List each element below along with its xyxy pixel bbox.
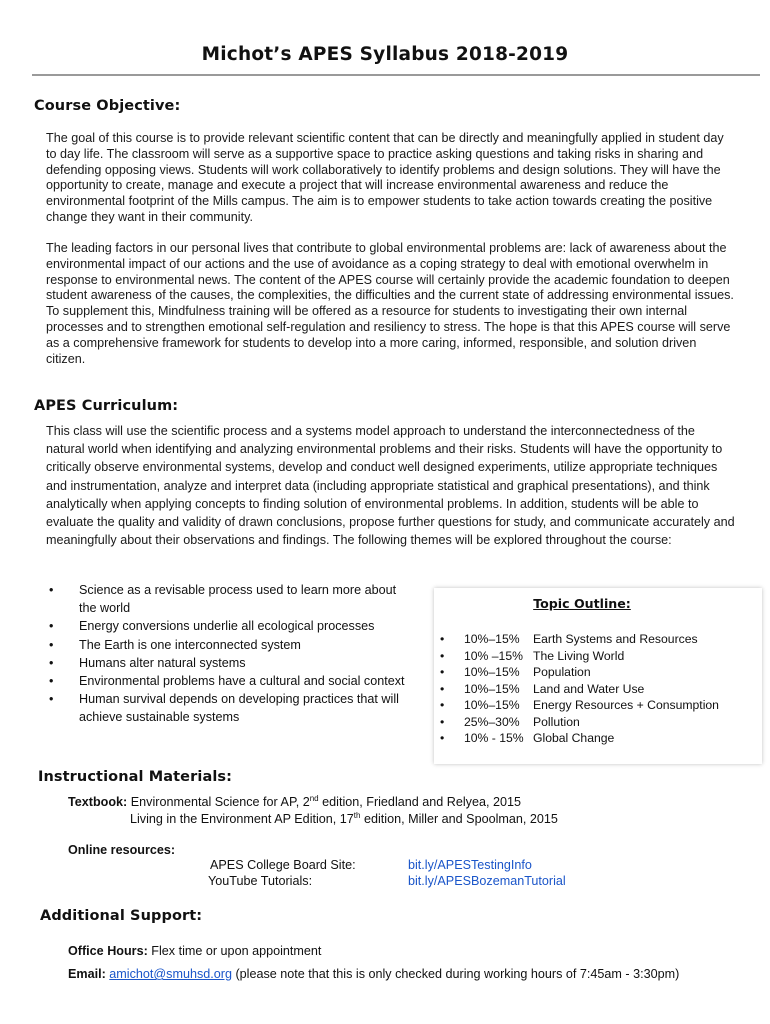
theme-item: • The Earth is one interconnected system — [49, 636, 417, 654]
office-hours-text: Flex time or upon appointment — [147, 944, 322, 958]
online-resources-label: Online resources: — [68, 843, 176, 857]
topic-name: Pollution — [533, 715, 580, 729]
topic-percent: 25%–30% — [464, 715, 520, 729]
email-line — [68, 967, 679, 981]
course-objective-heading: Course Objective: — [34, 98, 181, 114]
materials-heading: Instructional Materials: — [38, 769, 233, 785]
topic-name: Earth Systems and Resources — [533, 632, 698, 646]
curriculum-paragraph: This class will use the scientific process and a systems model approach to understand the interconnectedness of the natural world when identifying and analyzing environmental problems and their risks. Students will have the opportunity to critically observe environmental systems, develop and conduct well designed experiments, utilize appropriate techniques and instrumentation, analyze and interpret data (including appropriate statistical and graphical presentations), and think analytically when applying concepts to finding solution of environmental problems. In addition, students will be able to evaluate the quality and validity of drawn conclusions, propose further questions for study, and communicate accurately and meaningfully about their observations and findings. The following themes will be explored throughout the course: — [46, 424, 735, 548]
book-2-rest: edition, Miller and Spoolman, 2015 — [360, 812, 558, 826]
book-1-title: Environmental Science for AP, 2 — [130, 795, 310, 809]
page-title: Michot’s APES Syllabus 2018-2019 — [201, 44, 569, 65]
book-1-rest: edition, Friedland and Relyea, 2015 — [318, 795, 521, 809]
curriculum-heading: APES Curriculum: — [34, 398, 179, 414]
support-heading: Additional Support: — [40, 908, 203, 924]
textbook-label: Textbook: — [68, 795, 128, 809]
objective-paragraph-1: The goal of this course is to provide relevant scientific content that can be directly and meaningfully applied in student day to day life. The classroom will serve as a supportive space to practice asking questions and taking risks in sharing and defending opposing views. Students will work collaboratively to identify problems and design solutions. They will have the opportunity to create, manage and execute a project that will increase environmental awareness and reduce the environmental footprint of the Mills campus. The aim is to empower students to take action towards creating the positive change they want in their community. — [46, 131, 724, 224]
office-hours-label: Office Hours: — [68, 944, 148, 958]
topic-name: Energy Resources + Consumption — [533, 698, 719, 712]
topic-name: Global Change — [533, 731, 615, 745]
theme-item: • Science as a revisable process used to learn more about the world — [49, 581, 417, 617]
topic-name: The Living World — [533, 649, 625, 663]
topic-percent: 10%–15% — [464, 682, 520, 696]
topic-outline-title: Topic Outline: — [533, 596, 631, 611]
resource-2-label: YouTube Tutorials: — [208, 874, 313, 888]
theme-item: • Humans alter natural systems — [49, 654, 417, 672]
office-hours-line — [68, 944, 321, 958]
resource-2-link[interactable]: bit.ly/APESBozemanTutorial — [408, 874, 566, 888]
resource-1-link[interactable]: bit.ly/APESTestingInfo — [408, 858, 532, 872]
textbook-line-1 — [68, 795, 521, 809]
email-label: Email: — [68, 967, 106, 981]
theme-item: • Environmental problems have a cultural and social context — [49, 672, 417, 690]
book-2-title: Living in the Environment AP Edition, 17 — [130, 812, 354, 826]
theme-item: • Human survival depends on developing practices that will achieve sustainable systems — [49, 690, 417, 726]
topic-outline-box: Topic Outline: • 10%–15% Earth Systems and Resources • 10% –15% The Living World • 10%–15% Population • 10%–15% Land and Water Use • 10%–15% Energy Resources + Consumption • 25%–30% Pollution • 10% - 15% Global Change — [434, 588, 762, 764]
topic-percent: 10%–15% — [464, 698, 520, 712]
topic-percent: 10%–15% — [464, 665, 520, 679]
book-1-sup: nd — [309, 793, 319, 803]
textbook-line-2 — [130, 812, 558, 826]
topic-name: Land and Water Use — [533, 682, 645, 696]
objective-paragraph-2: The leading factors in our personal lives that contribute to global environmental problems are: lack of awareness about the environmental impact of our actions and the use of avoidance as a coping strategy to deal with emotional overwhelm in response to environmental news. The content of the APES course will certainly provide the academic foundation to deepen student awareness of the causes, the complexities, the difficulties and the current state of addressing environmental issues. To supplement this, Mindfulness training will be offered as a resource for students to investigating their own internal processes and to strengthen emotional self-regulation and resiliency to stress. The hope is that this APES course will serve as a comprehensive framework for students to develop into a more caring, informed, responsible, and solution driven citizen. — [46, 241, 734, 366]
book-2-sup: th — [353, 810, 361, 820]
resource-1-label: APES College Board Site: — [210, 858, 356, 872]
topic-percent: 10%–15% — [464, 632, 520, 646]
topic-name: Population — [533, 665, 591, 679]
email-note: (please note that this is only checked during working hours of 7:45am - 3:30pm) — [231, 967, 680, 981]
email-link[interactable]: amichot@smuhsd.org — [109, 967, 232, 981]
themes-list — [49, 581, 417, 727]
topic-percent: 10% –15% — [464, 649, 523, 663]
title-divider — [32, 74, 760, 76]
theme-item: • Energy conversions underlie all ecological processes — [49, 617, 417, 635]
topic-percent: 10% - 15% — [464, 731, 524, 745]
